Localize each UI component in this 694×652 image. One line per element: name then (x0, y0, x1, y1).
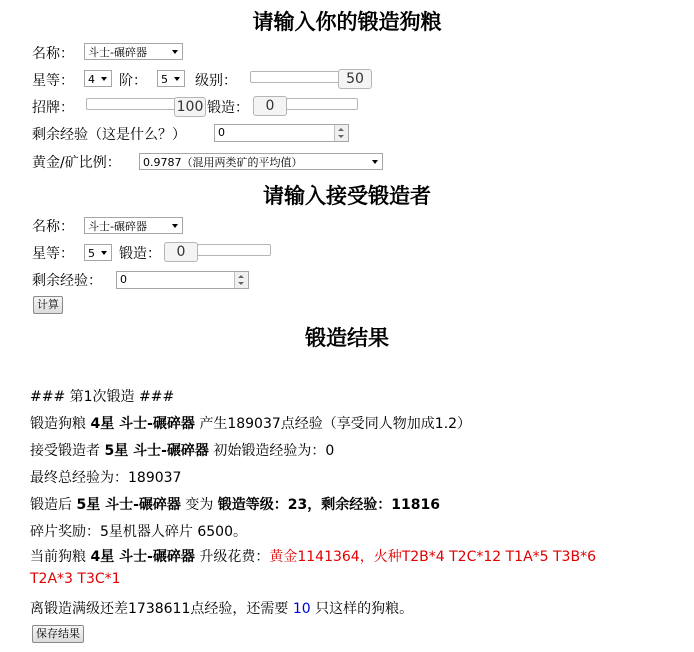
ratio-label: 黄金/矿比例： (32, 155, 121, 171)
name-select[interactable] (84, 43, 183, 60)
receiver-remain-label: 剩余经验： (32, 273, 102, 289)
star-label: 星等： (32, 73, 74, 89)
receiver-name-value: 斗士-碾碎器 (88, 220, 147, 233)
ratio-select[interactable] (139, 153, 383, 170)
result-line-7: 离锻造满级还差1738611点经验，还需要 10 只这样的狗粮。 (30, 601, 414, 617)
receiver-remain-input[interactable] (116, 271, 249, 289)
receiver-forge-label: 锻造： (119, 246, 161, 262)
calculate-button[interactable]: 计算 (33, 296, 63, 314)
level-label: 级别： (195, 73, 237, 89)
receiver-forge-slider[interactable] (197, 244, 271, 256)
chevron-down-icon (172, 224, 178, 228)
forge-slider[interactable] (286, 98, 358, 110)
star-select-value: 4 (88, 73, 95, 86)
chevron-down-icon (372, 160, 378, 164)
chevron-down-icon (172, 50, 178, 54)
result-line-3: 最终总经验为：189037 (30, 470, 182, 486)
result-heading: ### 第1次锻造 ### (30, 389, 175, 405)
receiver-name-label: 名称： (32, 219, 74, 235)
sign-slider[interactable] (86, 98, 176, 110)
name-select-value: 斗士-碾碎器 (88, 46, 147, 59)
chevron-down-icon (101, 77, 107, 81)
section1-title: 请输入你的锻造狗粮 (252, 9, 442, 34)
level-slider-thumb[interactable]: 50 (338, 69, 372, 89)
chevron-down-icon (174, 77, 180, 81)
section2-title: 请输入接受锻造者 (263, 183, 431, 208)
result-line-6: 当前狗粮 4星 斗士-碾碎器 升级花费：黄金1141364，火种T2B*4 T2C*12 T1A*5 T3B*6 (30, 549, 596, 565)
remain-input-value: 0 (218, 126, 225, 139)
upgrade-cost: 黄金1141364，火种T2B*4 T2C*12 T1A*5 T3B*6 (269, 549, 596, 565)
stage-select[interactable] (157, 70, 185, 87)
sign-label: 招牌： (32, 100, 74, 116)
ratio-select-value: 0.9787（混用两类矿的平均值） (143, 156, 303, 169)
receiver-star-value: 5 (88, 247, 95, 260)
level-slider[interactable] (250, 71, 340, 83)
result-line-1: 锻造狗粮 4星 斗士-碾碎器 产生189037点经验（享受同人物加成1.2） (30, 416, 472, 432)
results-title: 锻造结果 (305, 325, 389, 350)
sign-slider-thumb[interactable]: 100 (174, 97, 206, 117)
remain-input[interactable] (214, 124, 349, 142)
stage-label: 阶： (119, 73, 147, 89)
receiver-star-label: 星等： (32, 246, 74, 262)
chevron-down-icon (101, 251, 107, 255)
forge-label: 锻造： (207, 100, 249, 116)
stage-select-value: 5 (161, 73, 168, 86)
result-line-4: 锻造后 5星 斗士-碾碎器 变为 锻造等级：23，剩余经验：11816 (30, 497, 440, 513)
star-select[interactable] (84, 70, 112, 87)
receiver-name-select[interactable] (84, 217, 183, 234)
spinner-icon[interactable] (334, 125, 348, 141)
result-line-2: 接受锻造者 5星 斗士-碾碎器 初始锻造经验为：0 (30, 443, 335, 459)
spinner-icon[interactable] (234, 272, 248, 288)
forge-slider-thumb[interactable]: 0 (253, 96, 287, 116)
upgrade-cost-cont: T2A*3 T3C*1 (30, 571, 121, 587)
remain-label: 剩余经验（这是什么？） (32, 127, 186, 143)
save-result-button[interactable]: 保存结果 (32, 625, 84, 643)
fodder-count: 10 (292, 601, 311, 617)
receiver-forge-thumb[interactable]: 0 (164, 242, 198, 262)
receiver-star-select[interactable] (84, 244, 112, 261)
name-label: 名称： (32, 46, 74, 62)
receiver-remain-value: 0 (120, 273, 127, 286)
result-line-5: 碎片奖励：5星机器人碎片 6500。 (30, 524, 247, 540)
